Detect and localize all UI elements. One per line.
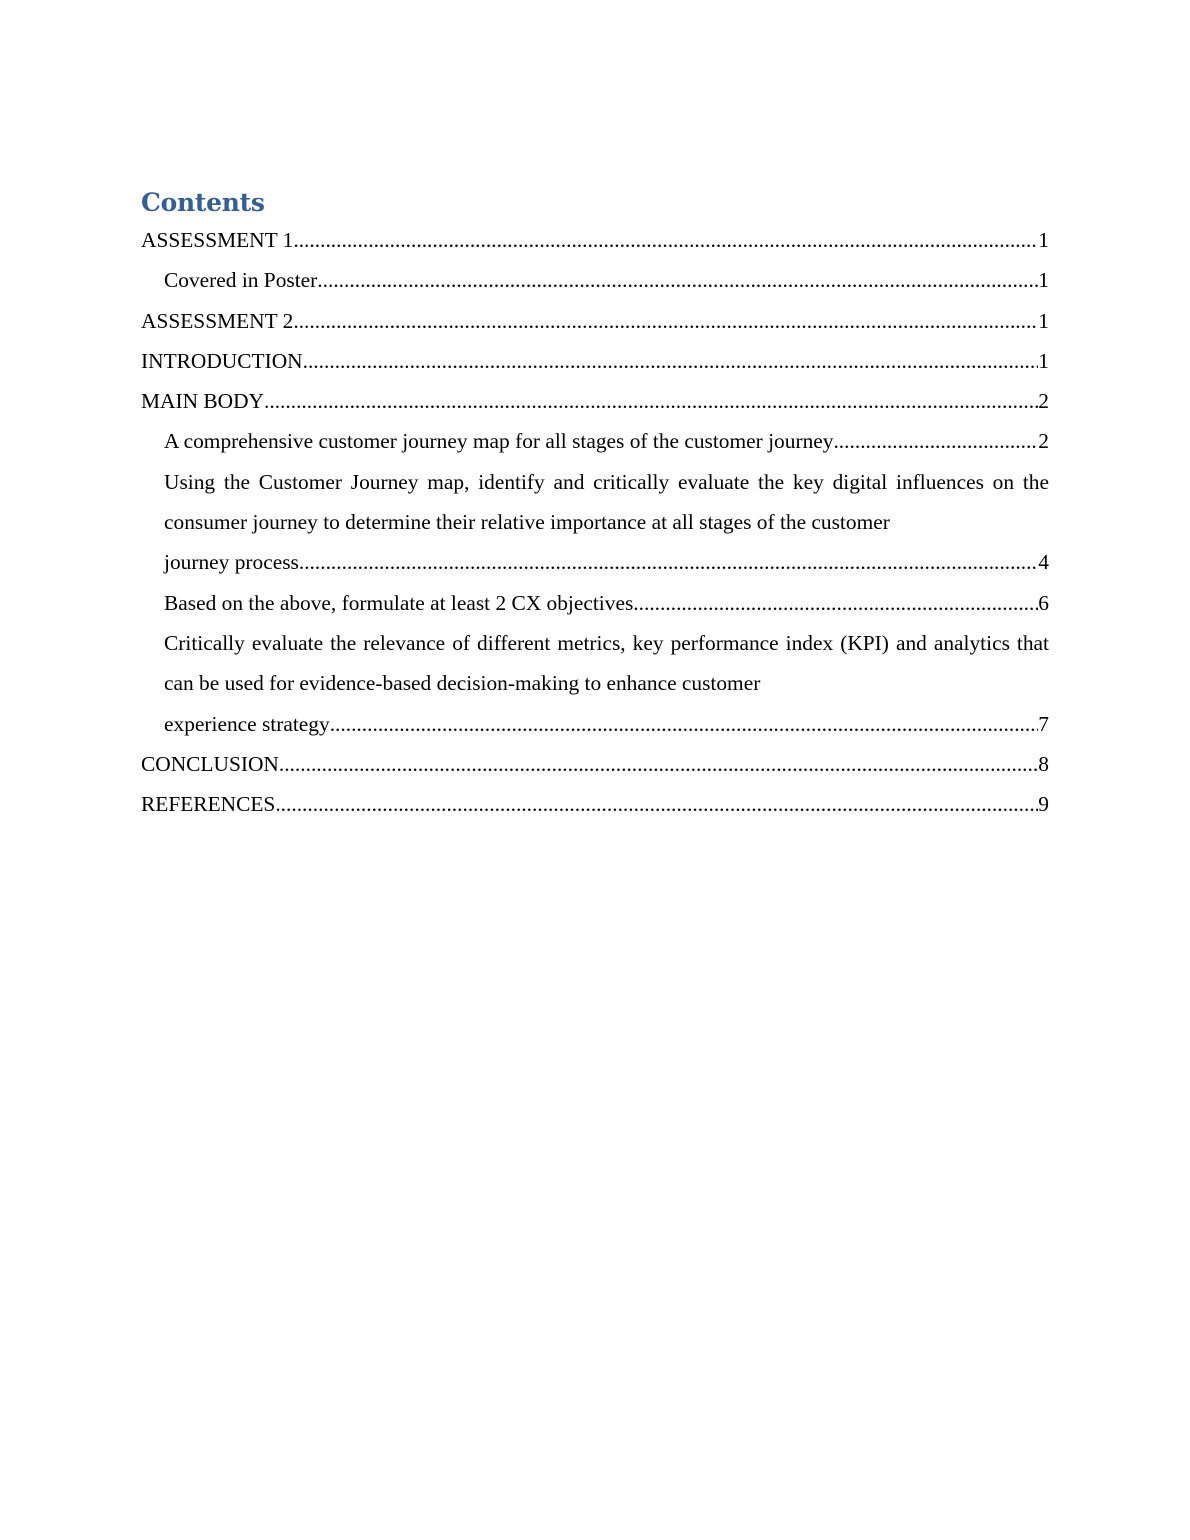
- toc-dot-leader: [330, 704, 1039, 744]
- toc-dot-leader: [633, 583, 1038, 623]
- table-of-contents: [141, 186, 1049, 824]
- toc-dot-leader: [299, 542, 1038, 582]
- toc-entry-last-line: [164, 704, 1049, 744]
- toc-dot-leader: [293, 220, 1038, 260]
- toc-heading: Contents: [141, 188, 265, 217]
- toc-entry-main-body[interactable]: [141, 381, 1049, 421]
- toc-page-number: 1: [1038, 348, 1049, 373]
- toc-entry-label: ASSESSMENT 2: [141, 308, 294, 333]
- toc-entry-conclusion[interactable]: [141, 744, 1049, 784]
- toc-dot-leader: [279, 744, 1038, 784]
- toc-entry-label: REFERENCES: [141, 792, 276, 817]
- toc-entry-journey-map[interactable]: [141, 421, 1049, 461]
- toc-entry-digital-influences[interactable]: [141, 462, 1049, 583]
- toc-entry-assessment-1[interactable]: [141, 220, 1049, 260]
- toc-page-number: 1: [1038, 228, 1049, 252]
- toc-entry-assessment-2[interactable]: [141, 301, 1049, 341]
- toc-entry-label: Based on the above, formulate at least 2 CX objectives: [164, 590, 634, 615]
- toc-entry-label-end: experience strategy: [164, 711, 330, 736]
- toc-entry-label: ASSESSMENT 1: [141, 228, 294, 252]
- toc-entry-references[interactable]: [141, 784, 1049, 824]
- toc-entry-introduction[interactable]: [141, 341, 1049, 381]
- toc-page-number: 6: [1038, 590, 1049, 615]
- toc-entry-cx-objectives[interactable]: [141, 583, 1049, 623]
- toc-page-number: 1: [1038, 268, 1049, 293]
- toc-page-number: 9: [1038, 792, 1049, 817]
- toc-dot-leader: [317, 260, 1038, 300]
- toc-entry-label: Covered in Poster: [164, 268, 318, 293]
- toc-entry-label: CONCLUSION: [141, 751, 279, 776]
- toc-page-number: 2: [1038, 429, 1049, 454]
- toc-page-number: 1: [1038, 308, 1049, 333]
- toc-entry-label-end: journey process: [164, 550, 299, 575]
- toc-dot-leader: [275, 784, 1038, 824]
- toc-entry-label: A comprehensive customer journey map for all stages of the customer journey: [164, 429, 834, 454]
- toc-page-number: 2: [1038, 389, 1049, 414]
- toc-page-number: 7: [1038, 711, 1049, 736]
- toc-dot-leader: [833, 421, 1038, 461]
- toc-dot-leader: [293, 301, 1038, 341]
- toc-entry-last-line: [164, 542, 1049, 582]
- toc-page-number: 4: [1038, 550, 1049, 575]
- toc-entry-label: Critically evaluate the relevance of different metrics, key performance index (KPI) and analytics that can be used for evidence-based decision-making to enhance customer: [164, 630, 1049, 696]
- toc-page-number: 8: [1038, 751, 1049, 776]
- toc-entry-metrics-kpi[interactable]: [141, 623, 1049, 744]
- toc-entry-covered-in-poster[interactable]: [141, 260, 1049, 300]
- toc-dot-leader: [303, 341, 1039, 381]
- toc-entry-label: MAIN BODY: [141, 389, 264, 414]
- toc-entry-label: Using the Customer Journey map, identify and critically evaluate the key digital influences on the consumer journey to determine their relative importance at all stages of the customer: [164, 469, 1049, 535]
- toc-dot-leader: [264, 381, 1038, 421]
- toc-entry-label: INTRODUCTION: [141, 348, 303, 373]
